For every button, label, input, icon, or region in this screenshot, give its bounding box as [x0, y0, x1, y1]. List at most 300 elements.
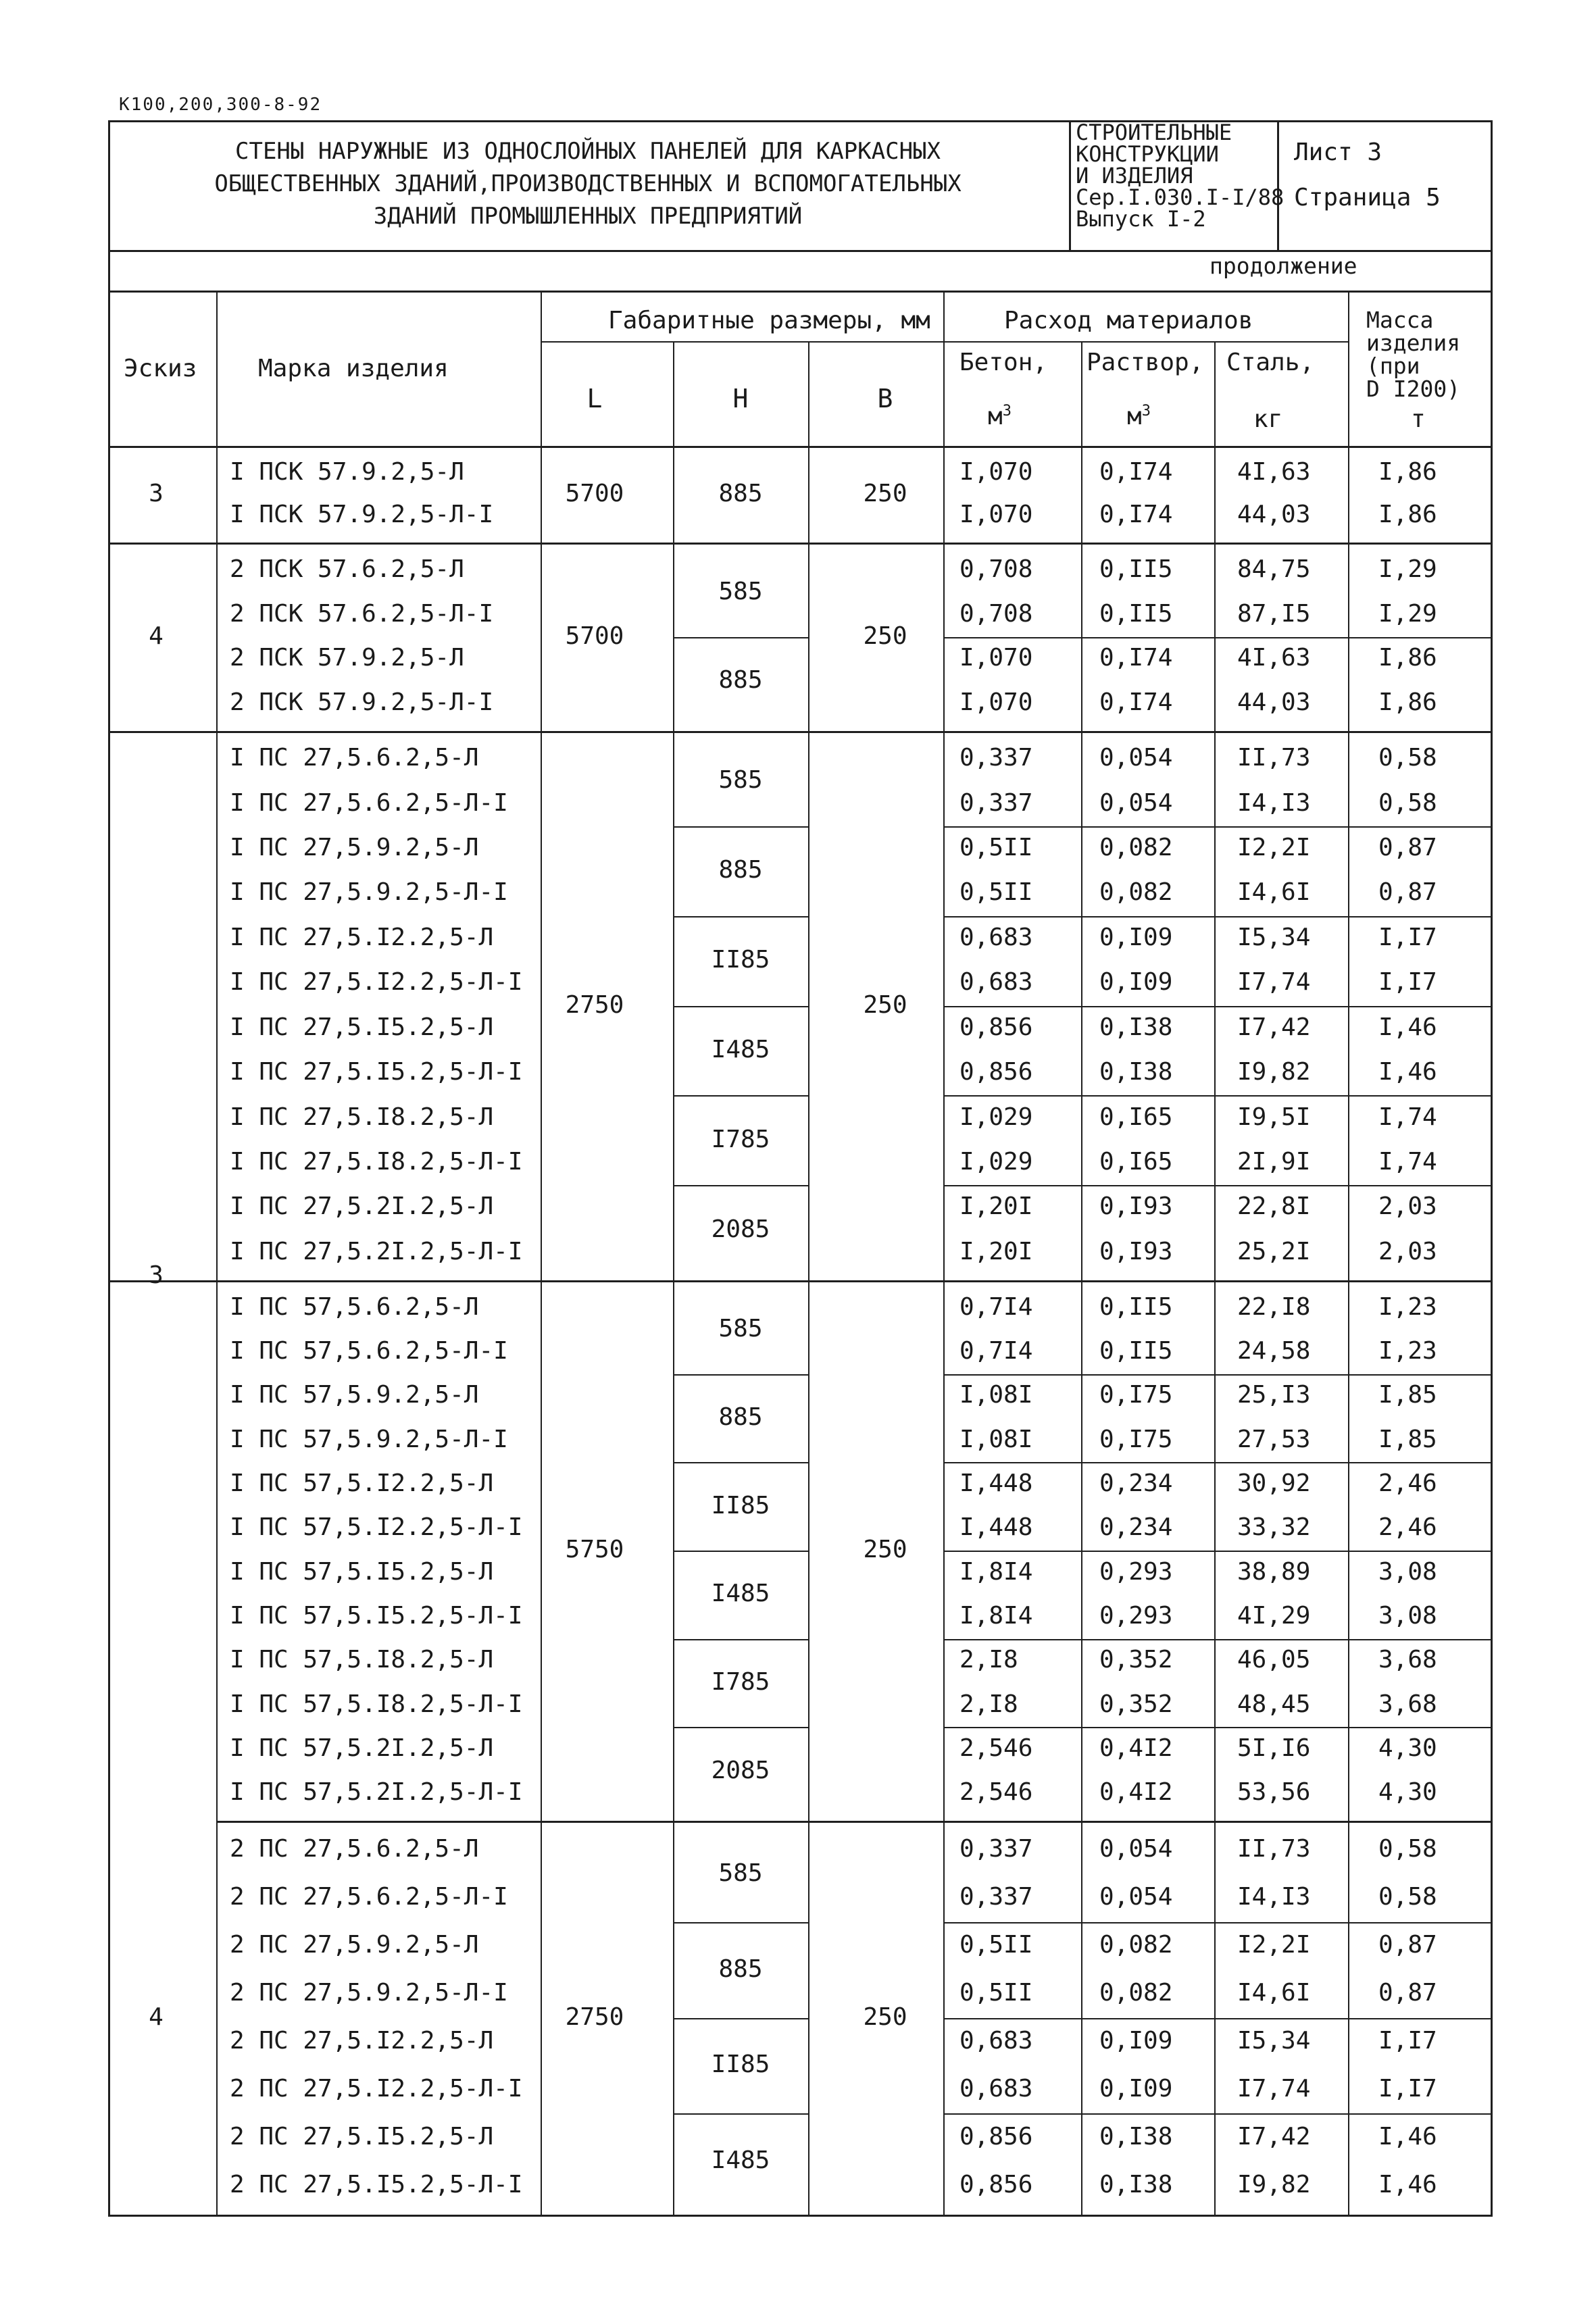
- product-mark: I ПС 57,5.I2.2,5-Л: [230, 1469, 494, 1497]
- column-line: [216, 291, 218, 446]
- header-concrete-unit: $м^3$: [988, 403, 1012, 430]
- steel-mass: I9,82: [1237, 2170, 1311, 2198]
- column-line: [216, 731, 218, 1280]
- product-mass: 0,87: [1378, 878, 1437, 907]
- h-subcell-line: [673, 1095, 808, 1097]
- product-mass: 3,08: [1378, 1557, 1437, 1586]
- product-mark: 2 ПС 27,5.I2.2,5-Л: [230, 2026, 494, 2055]
- mortar-volume: 0,082: [1099, 1931, 1173, 1959]
- concrete-volume: I,070: [959, 644, 1033, 672]
- product-mark: I ПС 27,5.I8.2,5-Л: [230, 1103, 494, 1131]
- mortar-volume: 0,I93: [1099, 1237, 1173, 1265]
- steel-mass: I5,34: [1237, 2026, 1311, 2055]
- product-mass: I,46: [1378, 2122, 1437, 2150]
- steel-mass: I4,6I: [1237, 1979, 1311, 2007]
- concrete-volume: I,8I4: [959, 1602, 1033, 1630]
- pair-separator: [943, 1727, 1492, 1728]
- column-line: [541, 543, 542, 731]
- concrete-volume: 0,337: [959, 1835, 1033, 1863]
- sketch-number: 4: [149, 2003, 164, 2031]
- steel-mass: I4,6I: [1237, 878, 1311, 907]
- product-mass: I,46: [1378, 1013, 1437, 1041]
- pair-separator: [943, 1006, 1492, 1007]
- h-subcell-line: [673, 2018, 808, 2019]
- steel-mass: I5,34: [1237, 923, 1311, 951]
- dimension-H: 585: [718, 577, 763, 605]
- mortar-volume: 0,I93: [1099, 1192, 1173, 1221]
- header-mark: Марка изделия: [258, 355, 449, 382]
- column-line: [1348, 446, 1349, 543]
- column-line: [943, 446, 945, 543]
- h-subcell-line: [673, 1727, 808, 1728]
- header-H: H: [732, 384, 749, 413]
- steel-mass: 2I,9I: [1237, 1147, 1311, 1176]
- dimension-H: 885: [718, 1955, 763, 1983]
- dimension-H: I785: [711, 1668, 770, 1696]
- mortar-volume: 0,II5: [1099, 555, 1173, 583]
- mortar-volume: 0,054: [1099, 1835, 1173, 1863]
- concrete-volume: I,20I: [959, 1237, 1033, 1265]
- steel-mass: 30,92: [1237, 1469, 1311, 1497]
- header-B: B: [877, 384, 893, 413]
- concrete-volume: I,8I4: [959, 1557, 1033, 1586]
- mortar-volume: 0,234: [1099, 1469, 1173, 1497]
- mortar-volume: 0,I75: [1099, 1425, 1173, 1453]
- sketch-number: 3: [149, 479, 164, 507]
- product-mass: 0,87: [1378, 834, 1437, 862]
- steel-mass: 44,03: [1237, 688, 1311, 717]
- mortar-volume: 0,I38: [1099, 1013, 1173, 1041]
- product-mass: I,I7: [1378, 2026, 1437, 2055]
- sketch-number: 4: [149, 622, 164, 650]
- product-mark: I ПС 57,5.I8.2,5-Л: [230, 1646, 494, 1674]
- product-mass: I,86: [1378, 688, 1437, 717]
- steel-mass: 4I,29: [1237, 1602, 1311, 1630]
- concrete-volume: 0,337: [959, 1883, 1033, 1911]
- mortar-volume: 0,082: [1099, 1979, 1173, 2007]
- product-mark: I ПС 27,5.I2.2,5-Л: [230, 923, 494, 951]
- header-dimensions: Габаритные размеры, мм: [608, 307, 930, 334]
- steel-mass: 22,8I: [1237, 1192, 1311, 1221]
- concrete-volume: 0,7I4: [959, 1292, 1033, 1321]
- mortar-volume: 0,I74: [1099, 501, 1173, 529]
- dimension-L: 2750: [565, 990, 624, 1019]
- mortar-volume: 0,352: [1099, 1646, 1173, 1674]
- dimension-B: 250: [863, 990, 907, 1019]
- concrete-volume: 0,5II: [959, 834, 1033, 862]
- dimension-H: 885: [718, 1403, 763, 1431]
- steel-mass: I9,82: [1237, 1058, 1311, 1086]
- column-line: [541, 1821, 542, 2215]
- product-mark: I ПС 57,5.2I.2,5-Л: [230, 1734, 494, 1762]
- steel-mass: 46,05: [1237, 1646, 1311, 1674]
- concrete-volume: I,448: [959, 1469, 1033, 1497]
- dimension-H: 885: [718, 479, 763, 507]
- product-mass: I,85: [1378, 1381, 1437, 1409]
- sketch-number: 3: [149, 1261, 164, 1289]
- mortar-volume: 0,4I2: [1099, 1734, 1173, 1762]
- series-number: Сер.I.030.I-I/88: [1076, 184, 1285, 210]
- concrete-volume: 0,683: [959, 2074, 1033, 2103]
- steel-mass: I7,74: [1237, 968, 1311, 997]
- column-line: [808, 543, 809, 731]
- product-mass: I,I7: [1378, 923, 1437, 951]
- product-mark: I ПС 57,5.I2.2,5-Л-I: [230, 1513, 523, 1542]
- product-mass: 0,58: [1378, 744, 1437, 772]
- concrete-volume: 0,337: [959, 744, 1033, 772]
- concrete-volume: 2,I8: [959, 1646, 1018, 1674]
- steel-mass: 22,I8: [1237, 1292, 1311, 1321]
- pair-separator: [943, 1462, 1492, 1463]
- header-mortar-unit: $м^3$: [1127, 403, 1151, 430]
- group-separator: [108, 543, 1492, 545]
- sheet-label: Лист 3: [1294, 139, 1382, 166]
- product-mark: I ПС 57,5.9.2,5-Л-I: [230, 1425, 508, 1453]
- product-mass: 2,46: [1378, 1513, 1437, 1542]
- product-mass: 4,30: [1378, 1778, 1437, 1807]
- product-mass: I,74: [1378, 1103, 1437, 1131]
- h-subcell-line: [673, 826, 808, 828]
- steel-mass: 84,75: [1237, 555, 1311, 583]
- header-steel: Сталь,: [1226, 349, 1315, 376]
- product-mass: I,23: [1378, 1337, 1437, 1365]
- dimension-B: 250: [863, 622, 907, 650]
- product-mass: I,46: [1378, 1058, 1437, 1086]
- steel-mass: 25,2I: [1237, 1237, 1311, 1265]
- column-line: [808, 731, 809, 1280]
- h-subcell-line: [673, 1462, 808, 1463]
- concrete-volume: 0,708: [959, 555, 1033, 583]
- concrete-volume: 0,5II: [959, 1979, 1033, 2007]
- concrete-volume: 0,683: [959, 923, 1033, 951]
- dimension-H: I485: [711, 2146, 770, 2175]
- product-mark: I ПС 27,5.I5.2,5-Л: [230, 1013, 494, 1041]
- concrete-volume: I,070: [959, 457, 1033, 486]
- column-line: [216, 543, 218, 731]
- mortar-volume: 0,234: [1099, 1513, 1173, 1542]
- product-mark: I ПС 57,5.2I.2,5-Л-I: [230, 1778, 523, 1807]
- dimension-H: II85: [711, 2051, 770, 2079]
- dimension-H: I485: [711, 1580, 770, 1608]
- column-line: [541, 1280, 542, 1821]
- header-concrete: Бетон,: [959, 349, 1048, 376]
- header-materials: Расход материалов: [1004, 307, 1253, 334]
- mortar-volume: 0,082: [1099, 834, 1173, 862]
- steel-mass: II,73: [1237, 1835, 1311, 1863]
- dimension-B: 250: [863, 1536, 907, 1563]
- column-line: [808, 1280, 809, 1821]
- concrete-volume: 0,856: [959, 2170, 1033, 2198]
- product-mark: 2 ПС 27,5.I2.2,5-Л-I: [230, 2074, 523, 2103]
- pair-separator: [943, 1185, 1492, 1186]
- concrete-volume: I,20I: [959, 1192, 1033, 1221]
- steel-mass: I7,42: [1237, 2122, 1311, 2150]
- column-line: [808, 446, 809, 543]
- mortar-volume: 0,I38: [1099, 1058, 1173, 1086]
- mortar-volume: 0,I09: [1099, 2026, 1173, 2055]
- concrete-volume: 0,708: [959, 599, 1033, 628]
- steel-mass: I7,74: [1237, 2074, 1311, 2103]
- product-mass: I,I7: [1378, 2074, 1437, 2103]
- h-subcell-line: [673, 1551, 808, 1552]
- h-subcell-line: [673, 637, 808, 638]
- steel-mass: II,73: [1237, 744, 1311, 772]
- steel-mass: 27,53: [1237, 1425, 1311, 1453]
- mortar-volume: 0,I74: [1099, 688, 1173, 717]
- product-mark: I ПСК 57.9.2,5-Л-I: [230, 501, 494, 529]
- dimension-H: II85: [711, 946, 770, 974]
- pair-separator: [943, 2113, 1492, 2115]
- column-line: [541, 731, 542, 1280]
- product-mark: 2 ПС 27,5.I5.2,5-Л: [230, 2122, 494, 2150]
- product-mass: 2,46: [1378, 1469, 1437, 1497]
- concrete-volume: 2,546: [959, 1734, 1033, 1762]
- product-mark: I ПС 27,5.I5.2,5-Л-I: [230, 1058, 523, 1086]
- pair-separator: [943, 1095, 1492, 1097]
- h-subcell-line: [673, 2113, 808, 2115]
- mortar-volume: 0,4I2: [1099, 1778, 1173, 1807]
- issue-number: Выпуск I-2: [1076, 206, 1206, 232]
- dimension-H: I485: [711, 1035, 770, 1063]
- mortar-volume: 0,I74: [1099, 644, 1173, 672]
- product-mass: I,29: [1378, 599, 1437, 628]
- mortar-volume: 0,I09: [1099, 2074, 1173, 2103]
- product-mass: I,29: [1378, 555, 1437, 583]
- header-sketch: Эскиз: [124, 355, 197, 382]
- mortar-volume: 0,293: [1099, 1557, 1173, 1586]
- h-subcell-line: [673, 1006, 808, 1007]
- steel-mass: 24,58: [1237, 1337, 1311, 1365]
- product-mark: I ПС 27,5.9.2,5-Л: [230, 834, 479, 862]
- mortar-volume: 0,I38: [1099, 2170, 1173, 2198]
- product-mass: 0,58: [1378, 1835, 1437, 1863]
- mortar-volume: 0,I75: [1099, 1381, 1173, 1409]
- dimension-H: 585: [718, 1859, 763, 1887]
- product-mark: 2 ПСК 57.9.2,5-Л: [230, 644, 464, 672]
- product-mark: 2 ПСК 57.9.2,5-Л-I: [230, 688, 494, 717]
- steel-mass: I4,I3: [1237, 788, 1311, 817]
- concrete-volume: 0,856: [959, 1013, 1033, 1041]
- header-steel-unit: кг: [1253, 405, 1283, 433]
- steel-mass: I4,I3: [1237, 1883, 1311, 1911]
- dimension-L: 5700: [565, 479, 624, 507]
- product-mark: I ПСК 57.9.2,5-Л: [230, 457, 464, 486]
- h-subcell-line: [673, 1639, 808, 1640]
- product-mass: I,86: [1378, 501, 1437, 529]
- steel-mass: 4I,63: [1237, 457, 1311, 486]
- concrete-volume: I,029: [959, 1147, 1033, 1176]
- group-separator: [108, 731, 1492, 733]
- series-line-2: КОНСТРУКЦИИ: [1076, 141, 1219, 167]
- concrete-volume: 0,5II: [959, 878, 1033, 907]
- product-mass: 0,87: [1378, 1931, 1437, 1959]
- group-separator: [216, 1280, 1492, 1282]
- steel-mass: 53,56: [1237, 1778, 1311, 1807]
- concrete-volume: 0,683: [959, 968, 1033, 997]
- header-mass-2: изделия: [1366, 330, 1461, 356]
- concrete-volume: 0,5II: [959, 1931, 1033, 1959]
- steel-mass: 33,32: [1237, 1513, 1311, 1542]
- product-mark: 2 ПС 27,5.9.2,5-Л-I: [230, 1979, 508, 2007]
- steel-mass: 87,I5: [1237, 599, 1311, 628]
- dimension-L: 2750: [565, 2003, 624, 2031]
- dimension-H: I785: [711, 1125, 770, 1153]
- dimension-H: 885: [718, 856, 763, 884]
- pair-separator: [943, 826, 1492, 828]
- product-mass: 3,08: [1378, 1602, 1437, 1630]
- product-mass: 4,30: [1378, 1734, 1437, 1762]
- product-mark: 2 ПС 27,5.6.2,5-Л: [230, 1835, 479, 1863]
- column-line: [216, 1821, 218, 2215]
- concrete-volume: I,029: [959, 1103, 1033, 1131]
- concrete-volume: I,070: [959, 688, 1033, 717]
- steel-mass: 44,03: [1237, 501, 1311, 529]
- header-mortar: Раствор,: [1087, 349, 1204, 376]
- product-mass: 0,58: [1378, 1883, 1437, 1911]
- dimension-L: 5700: [565, 622, 624, 650]
- header-mass-3: (при: [1366, 353, 1420, 379]
- h-subcell-line: [673, 1185, 808, 1186]
- mortar-volume: 0,I65: [1099, 1147, 1173, 1176]
- steel-mass: 4I,63: [1237, 644, 1311, 672]
- mortar-volume: 0,054: [1099, 788, 1173, 817]
- product-mark: I ПС 57,5.6.2,5-Л-I: [230, 1337, 508, 1365]
- pair-separator: [943, 1374, 1492, 1376]
- dimension-H: 885: [718, 666, 763, 695]
- mortar-volume: 0,293: [1099, 1602, 1173, 1630]
- product-mass: I,86: [1378, 644, 1437, 672]
- steel-mass: I9,5I: [1237, 1103, 1311, 1131]
- product-mark: I ПС 27,5.2I.2,5-Л: [230, 1192, 494, 1221]
- title-line-2: ОБЩЕСТВЕННЫХ ЗДАНИЙ,ПРОИЗВОДСТВЕННЫХ И ВСПОМОГАТЕЛЬНЫХ: [214, 170, 962, 197]
- dimension-H: 2085: [711, 1215, 770, 1243]
- product-mark: 2 ПСК 57.6.2,5-Л: [230, 555, 464, 583]
- header-mass-1: Масса: [1366, 307, 1434, 333]
- product-mark: I ПС 27,5.2I.2,5-Л-I: [230, 1237, 523, 1265]
- product-mass: 2,03: [1378, 1192, 1437, 1221]
- steel-mass: I2,2I: [1237, 834, 1311, 862]
- mortar-volume: 0,054: [1099, 744, 1173, 772]
- steel-mass: 38,89: [1237, 1557, 1311, 1586]
- product-mark: I ПС 57,5.I8.2,5-Л-I: [230, 1690, 523, 1718]
- title-line-3: ЗДАНИЙ ПРОМЫШЛЕННЫХ ПРЕДПРИЯТИЙ: [373, 203, 803, 230]
- product-mass: 3,68: [1378, 1646, 1437, 1674]
- column-line: [1214, 446, 1216, 543]
- column-line: [216, 1280, 218, 1821]
- pair-separator: [943, 637, 1492, 638]
- mortar-volume: 0,082: [1099, 878, 1173, 907]
- product-mass: 3,68: [1378, 1690, 1437, 1718]
- product-mass: 0,87: [1378, 1979, 1437, 2007]
- mortar-volume: 0,II5: [1099, 599, 1173, 628]
- product-mass: I,86: [1378, 457, 1437, 486]
- continuation-label: продолжение: [1210, 253, 1357, 279]
- header-L: L: [587, 384, 603, 413]
- concrete-volume: 0,683: [959, 2026, 1033, 2055]
- dimension-L: 5750: [565, 1536, 624, 1563]
- concrete-volume: 0,856: [959, 2122, 1033, 2150]
- pair-separator: [943, 2018, 1492, 2019]
- table-bottom-border: [108, 2215, 1492, 2217]
- concrete-volume: I,08I: [959, 1425, 1033, 1453]
- header-mass-4: D I200): [1366, 376, 1461, 402]
- column-line: [216, 446, 218, 543]
- mortar-volume: 0,352: [1099, 1690, 1173, 1718]
- product-mark: I ПС 27,5.6.2,5-Л-I: [230, 788, 508, 817]
- product-mark: I ПС 27,5.I2.2,5-Л-I: [230, 968, 523, 997]
- dimension-H: 585: [718, 1315, 763, 1343]
- product-mark: I ПС 27,5.9.2,5-Л-I: [230, 878, 508, 907]
- header-mass-unit: т: [1411, 405, 1426, 433]
- mortar-volume: 0,I09: [1099, 968, 1173, 997]
- product-mark: I ПС 57,5.I5.2,5-Л: [230, 1557, 494, 1586]
- dimension-B: 250: [863, 2003, 907, 2031]
- product-mass: I,74: [1378, 1147, 1437, 1176]
- h-subcell-line: [673, 1374, 808, 1376]
- mortar-volume: 0,I38: [1099, 2122, 1173, 2150]
- steel-mass: 5I,I6: [1237, 1734, 1311, 1762]
- title-line-1: СТЕНЫ НАРУЖНЫЕ ИЗ ОДНОСЛОЙНЫХ ПАНЕЛЕЙ ДЛЯ КАРКАСНЫХ: [235, 138, 941, 165]
- concrete-volume: I,448: [959, 1513, 1033, 1542]
- dimension-B: 250: [863, 479, 907, 507]
- product-mass: 0,58: [1378, 788, 1437, 817]
- column-line: [541, 446, 542, 543]
- product-mark: I ПС 57,5.9.2,5-Л: [230, 1381, 479, 1409]
- mortar-volume: 0,054: [1099, 1883, 1173, 1911]
- product-mass: I,23: [1378, 1292, 1437, 1321]
- product-mark: I ПС 57,5.6.2,5-Л: [230, 1292, 479, 1321]
- concrete-volume: 0,856: [959, 1058, 1033, 1086]
- steel-mass: I2,2I: [1237, 1931, 1311, 1959]
- product-mark: 2 ПСК 57.6.2,5-Л-I: [230, 599, 494, 628]
- steel-mass: 48,45: [1237, 1690, 1311, 1718]
- dimension-H: 2085: [711, 1756, 770, 1784]
- pair-separator: [943, 916, 1492, 917]
- concrete-volume: 2,I8: [959, 1690, 1018, 1718]
- mortar-volume: 0,II5: [1099, 1292, 1173, 1321]
- concrete-volume: I,070: [959, 501, 1033, 529]
- product-mark: I ПС 27,5.6.2,5-Л: [230, 744, 479, 772]
- product-mark: I ПС 27,5.I8.2,5-Л-I: [230, 1147, 523, 1176]
- document-code: К100,200,300-8-92: [119, 95, 322, 115]
- product-mark: 2 ПС 27,5.6.2,5-Л-I: [230, 1883, 508, 1911]
- dimension-H: 585: [718, 766, 763, 795]
- concrete-volume: 2,546: [959, 1778, 1033, 1807]
- concrete-volume: I,08I: [959, 1381, 1033, 1409]
- dimension-H: II85: [711, 1491, 770, 1519]
- pair-separator: [943, 1639, 1492, 1640]
- h-subcell-line: [673, 1922, 808, 1923]
- product-mass: I,I7: [1378, 968, 1437, 997]
- column-line: [808, 1821, 809, 2215]
- series-line-3: И ИЗДЕЛИЯ: [1076, 163, 1193, 188]
- steel-mass: I7,42: [1237, 1013, 1311, 1041]
- product-mass: I,46: [1378, 2170, 1437, 2198]
- mortar-volume: 0,I65: [1099, 1103, 1173, 1131]
- product-mark: I ПС 57,5.I5.2,5-Л-I: [230, 1602, 523, 1630]
- product-mass: 2,03: [1378, 1237, 1437, 1265]
- concrete-volume: 0,337: [959, 788, 1033, 817]
- series-line-1: СТРОИТЕЛЬНЫЕ: [1076, 120, 1232, 145]
- pair-separator: [943, 1551, 1492, 1552]
- mortar-volume: 0,I09: [1099, 923, 1173, 951]
- steel-mass: 25,I3: [1237, 1381, 1311, 1409]
- product-mark: 2 ПС 27,5.9.2,5-Л: [230, 1931, 479, 1959]
- h-subcell-line: [673, 916, 808, 917]
- mortar-volume: 0,II5: [1099, 1337, 1173, 1365]
- product-mark: 2 ПС 27,5.I5.2,5-Л-I: [230, 2170, 523, 2198]
- page-label: Страница 5: [1294, 184, 1441, 211]
